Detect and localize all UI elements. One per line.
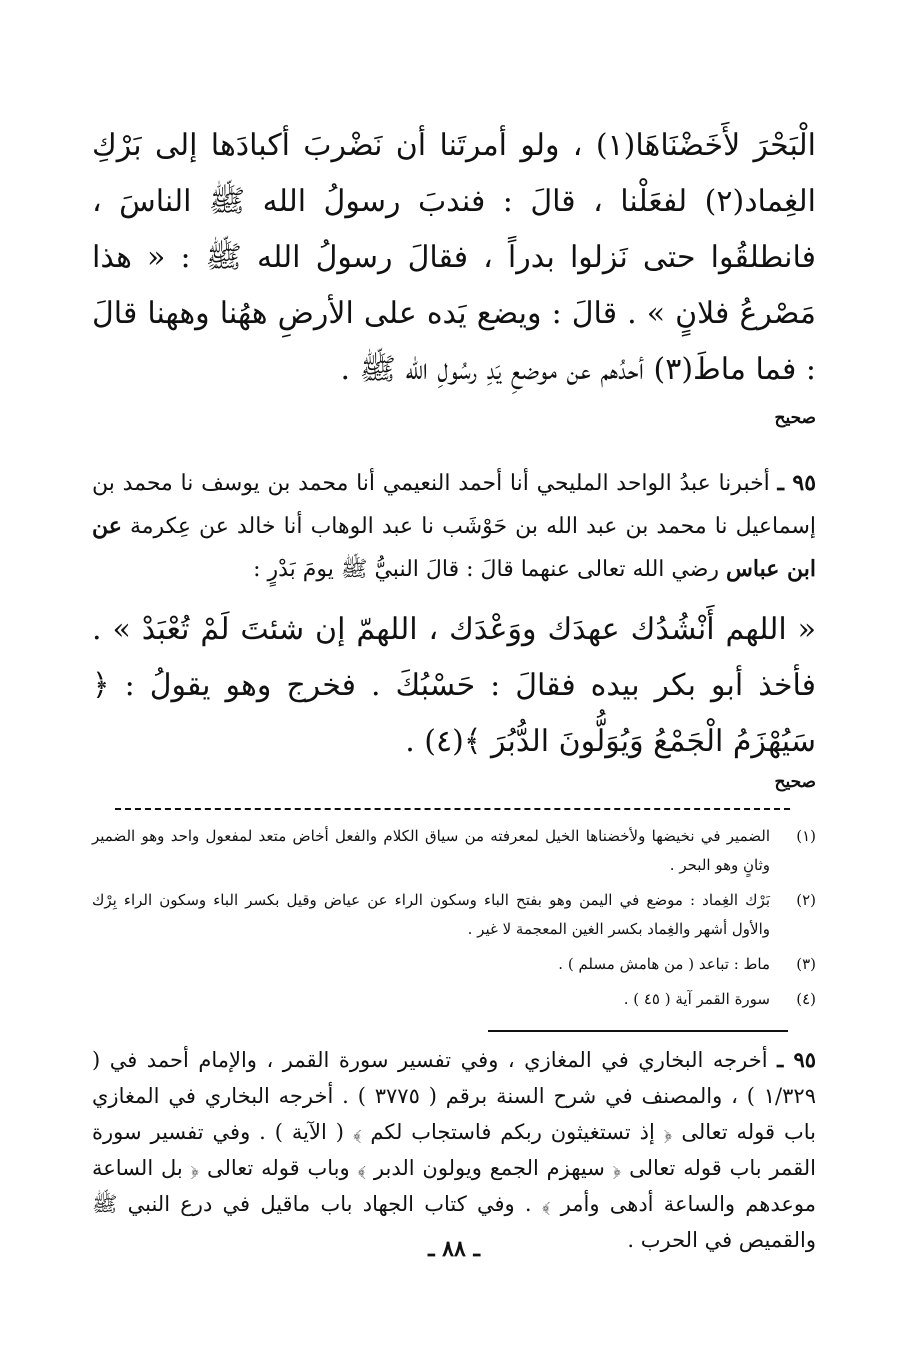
footnote-number: (٢) — [796, 891, 816, 909]
isnad-companion: عن ابن عباس — [92, 513, 816, 582]
grade-label-2: صحيح — [774, 772, 816, 792]
takhrij-number: ٩٥ ـ — [777, 1047, 816, 1072]
grade-label: صحيح — [774, 408, 816, 428]
footnote — [92, 950, 816, 979]
isnad-text: أخبرنا عبدُ الواحد المليحي أنا أحمد النعيمي أنا محمد بن يوسف نا محمد بن إسماعيل نا محمد بن عبد الله بن حَوْشَب نا عبد الوهاب أنا خالد عن عِكرمة — [92, 471, 816, 539]
matn-line-3: الدُّبُرَ ﴾(٤) . — [405, 724, 550, 759]
footnote-number: (١) — [796, 827, 816, 845]
footnote-text: سورة القمر آية ( ٤٥ ) . — [623, 990, 770, 1008]
footnote-number: (٤) — [796, 990, 816, 1008]
hadith-number: ٩٥ ـ — [777, 470, 817, 496]
main-line-5: رسُولِ الله ﷺ . — [340, 352, 478, 387]
footnote-number: (٣) — [796, 955, 816, 973]
main-line-1: الْبَحْرَ لأَخَضْنَاهَا(١) ، ولو أمرتَنا أن نَضْربَ أكبادَها إلى بَرْكِ الغِماد(٢) — [92, 128, 816, 219]
main-line-3: فقالَ رسولُ الله ﷺ : « هذا مَصْرعُ فلانٍ » . قالَ : ويضع يَده على — [92, 240, 816, 331]
footnotes — [92, 822, 816, 1020]
footnote-text: بَرْك الغِماد : موضع في اليمن وهو بفتح الباء وسكون الراء عن عياض وقيل بكسر الباء وسكون الراء بِرْك والأول أشهر والغِماد بكسر الغين المعجمة لا غير . — [92, 891, 770, 938]
hadith-matn — [92, 602, 816, 770]
takhrij-section — [92, 1042, 816, 1258]
footnote — [92, 822, 816, 880]
matn-line-2: بكر بيده فقالَ : حَسْبُكَ . فخرج وهو يقولُ : ﴿ سَيُهْزَمُ الْجَمْعُ وَيُوَلُّونَ — [92, 668, 816, 759]
main-line-4: الأرضِ ههُنا وههنا قالَ : فما ماطَ(٣) أحدُهم عن موضعِ يَدِ — [92, 296, 816, 387]
footnote-text: الضمير في نخيضها ولأخضناها الخيل لمعرفته من سياق الكلام والفعل أخاض متعد لمفعول واحد وهو الضمير وثانٍ وهو البحر . — [92, 827, 770, 874]
matn-line-1: « اللهم أَنْشُدُك عهدَك ووَعْدَك ، اللهمّ إن شئتَ لَمْ تُعْبَدْ » . فأخذ أبو — [92, 612, 817, 703]
hadith-isnad — [92, 462, 816, 591]
footnote-text: ماط : تباعد ( من هامش مسلم ) . — [558, 955, 770, 973]
isnad-text-end: رضي الله تعالى عنهما قالَ : قالَ النبيُّ ﷺ يومَ بَدْرٍ : — [253, 557, 720, 582]
footnote — [92, 886, 816, 944]
takhrij-text: أخرجه البخاري في المغازي ، وفي تفسير سورة القمر ، والإمام أحمد في ( ١/٣٢٩ ) ، والمصنف في شرح السنة برقم ( ٣٧٧٥ ) . أخرجه البخاري في المغازي باب قوله تعالى ﴿ إذ تستغيثون ربكم فاستجاب لكم ﴾ ( الآية ) . وفي تفسير سورة القمر باب قوله تعالى ﴿ سيهزم الجمع ويولون الدبر ﴾ وباب قوله تعالى ﴿ بل الساعة موعدهم والساعة أدهى وأمر ﴾ . وفي كتاب الجهاد باب ماقيل في درع النبي ﷺ والقميص في الحرب . — [92, 1048, 816, 1252]
main-line-2: لفعَلْنا ، قالَ : فندبَ رسولُ الله ﷺ الناسَ ، فانطلقُوا حتى نَزلوا بدراً ، — [92, 184, 817, 275]
footnote-separator — [115, 808, 790, 810]
footnote — [92, 985, 816, 1014]
main-text — [92, 118, 816, 398]
page-number: ـ ٨٨ ـ — [428, 1236, 480, 1262]
takhrij-separator — [488, 1030, 788, 1032]
